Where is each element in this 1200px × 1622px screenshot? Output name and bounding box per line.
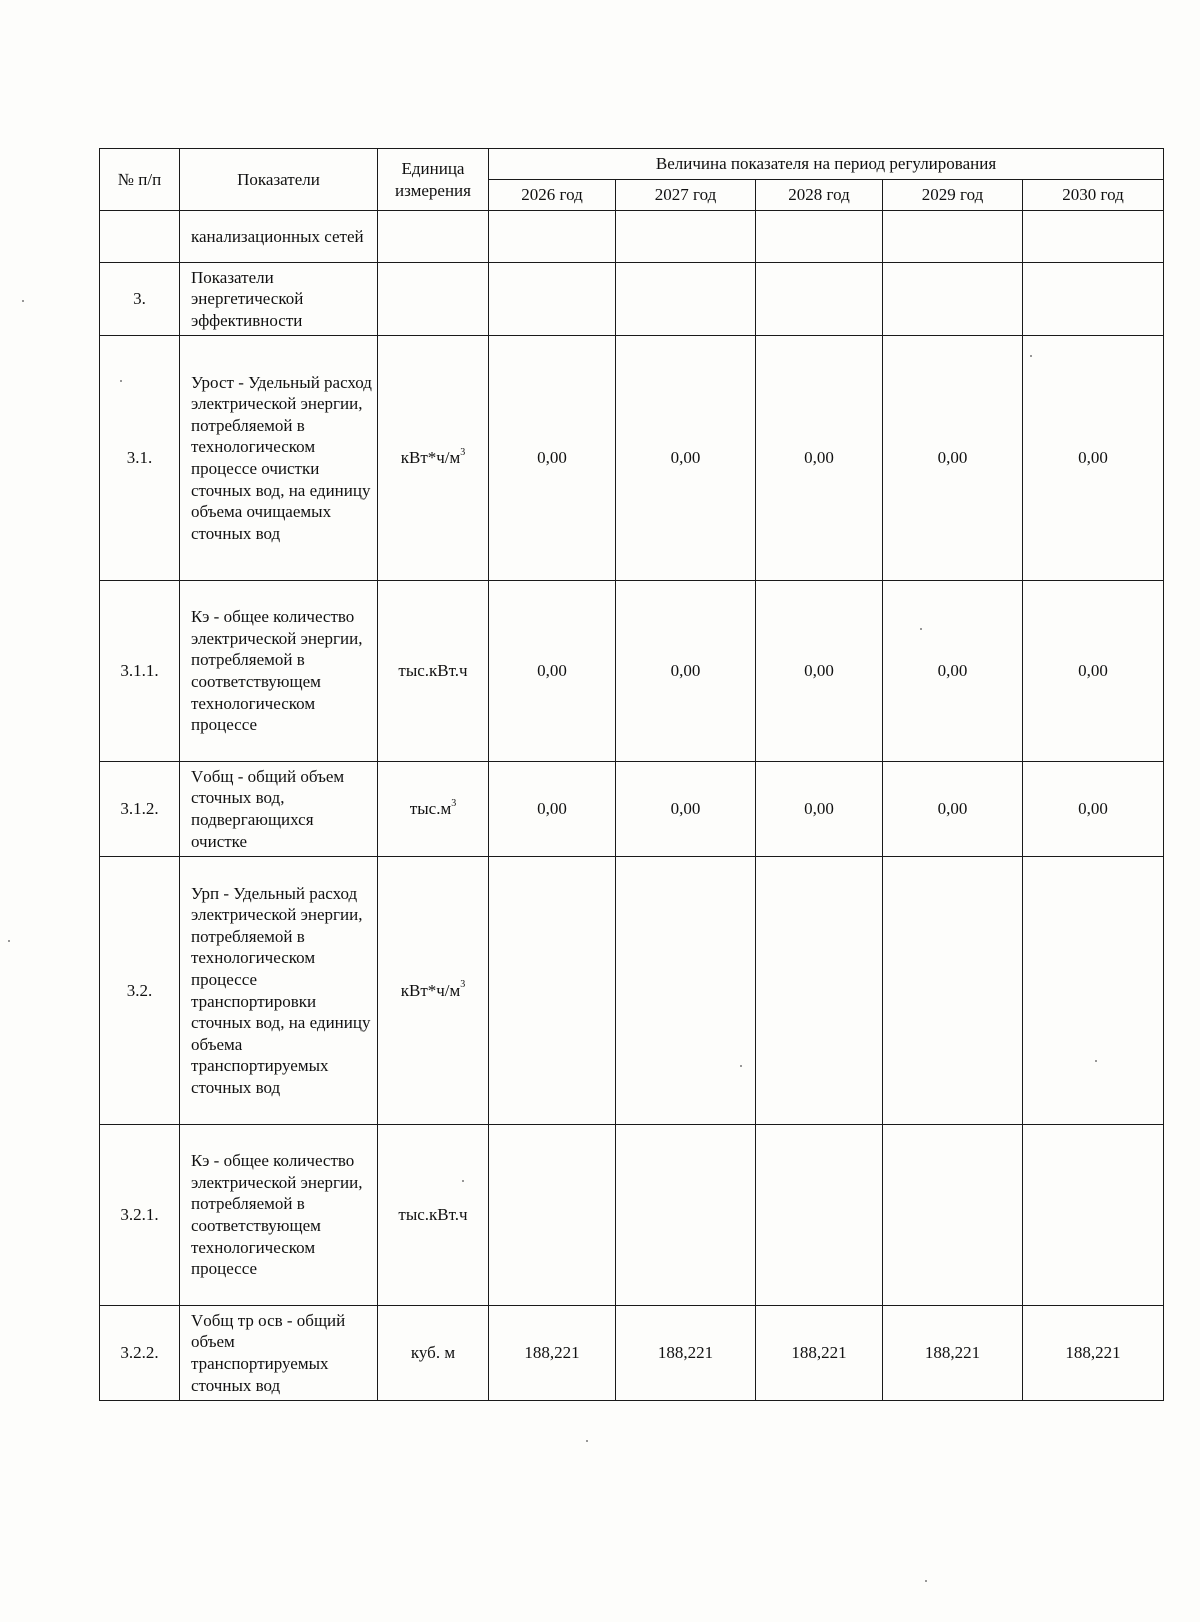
row-number: 3.2.2. [100, 1306, 180, 1401]
row-indicator: Vобщ - общий объем сточных вод, подвергающихся очистке [180, 762, 378, 857]
row-unit [378, 1306, 489, 1401]
row-value [616, 857, 756, 1125]
table-row [100, 211, 1164, 263]
row-indicator: Показатели энергетической эффективности [180, 263, 378, 336]
row-value: 0,00 [616, 581, 756, 762]
row-value: 188,221 [489, 1306, 616, 1401]
row-number: 3.1.2. [100, 762, 180, 857]
row-indicator: Кэ - общее количество электрической энергии, потребляемой в соответствующем технологическом процессе [180, 581, 378, 762]
unit-text: кВт*ч/м [400, 980, 461, 1000]
row-value [883, 211, 1023, 263]
row-value [756, 1125, 883, 1306]
row-number: 3.2.1. [100, 1125, 180, 1306]
row-unit [378, 762, 489, 857]
row-value [1023, 857, 1164, 1125]
table-row [100, 1125, 1164, 1306]
row-value: 0,00 [489, 762, 616, 857]
row-value: 0,00 [1023, 581, 1164, 762]
table-row [100, 581, 1164, 762]
row-number [100, 211, 180, 263]
scan-speck [8, 940, 10, 942]
row-value [616, 211, 756, 263]
row-value: 0,00 [883, 762, 1023, 857]
unit-text: тыс.м [409, 799, 452, 819]
row-value [489, 211, 616, 263]
header-year: 2030 год [1023, 180, 1164, 211]
header-num: № п/п [100, 149, 180, 211]
row-value: 0,00 [489, 336, 616, 581]
row-number: 3.1. [100, 336, 180, 581]
row-value [883, 857, 1023, 1125]
row-value: 0,00 [883, 336, 1023, 581]
unit-superscript: 3 [460, 446, 466, 458]
row-value: 0,00 [756, 336, 883, 581]
header-indicator: Показатели [180, 149, 378, 211]
row-unit [378, 581, 489, 762]
table-row [100, 336, 1164, 581]
row-value [883, 1125, 1023, 1306]
row-value [756, 263, 883, 336]
unit-text: кВт*ч/м [400, 448, 461, 468]
row-unit [378, 1125, 489, 1306]
row-unit [378, 211, 489, 263]
row-value: 0,00 [756, 581, 883, 762]
row-number: 3.1.1. [100, 581, 180, 762]
unit-text: куб. м [410, 1343, 456, 1363]
indicators-table [99, 148, 1164, 1401]
table-row [100, 857, 1164, 1125]
row-value: 0,00 [883, 581, 1023, 762]
row-value [489, 1125, 616, 1306]
row-indicator: Урп - Удельный расход электрической энергии, потребляемой в технологическом процессе транспортировки сточных вод, на единицу объема транспортируемых сточных вод [180, 857, 378, 1125]
row-value [616, 1125, 756, 1306]
row-value: 0,00 [756, 762, 883, 857]
header-unit: Единица измерения [378, 149, 489, 211]
unit-text: тыс.кВт.ч [398, 1205, 468, 1225]
row-value [1023, 263, 1164, 336]
row-value: 188,221 [1023, 1306, 1164, 1401]
row-value [1023, 1125, 1164, 1306]
row-value: 188,221 [883, 1306, 1023, 1401]
row-value [756, 857, 883, 1125]
row-value: 0,00 [489, 581, 616, 762]
header-year: 2029 год [883, 180, 1023, 211]
row-number: 3.2. [100, 857, 180, 1125]
row-value [616, 263, 756, 336]
row-indicator: канализационных сетей [180, 211, 378, 263]
unit-superscript: 3 [451, 797, 457, 809]
row-value: 188,221 [756, 1306, 883, 1401]
scan-speck [925, 1580, 927, 1582]
scan-speck [22, 300, 24, 302]
row-value [489, 857, 616, 1125]
header-year: 2027 год [616, 180, 756, 211]
table-row [100, 762, 1164, 857]
row-indicator: Урост - Удельный расход электрической энергии, потребляемой в технологическом процессе очистки сточных вод, на единицу объема очищаемых сточных вод [180, 336, 378, 581]
row-value: 0,00 [1023, 336, 1164, 581]
row-number: 3. [100, 263, 180, 336]
header-year: 2026 год [489, 180, 616, 211]
header-period: Величина показателя на период регулирования [489, 149, 1164, 180]
row-indicator: Кэ - общее количество электрической энергии, потребляемой в соответствующем технологическом процессе [180, 1125, 378, 1306]
row-indicator: Vобщ тр осв - общий объем транспортируемых сточных вод [180, 1306, 378, 1401]
row-value: 0,00 [616, 336, 756, 581]
table-row [100, 1306, 1164, 1401]
row-value [883, 263, 1023, 336]
row-unit [378, 336, 489, 581]
scan-speck [586, 1440, 588, 1442]
table-row [100, 263, 1164, 336]
row-value: 0,00 [1023, 762, 1164, 857]
row-value [756, 211, 883, 263]
row-value: 0,00 [616, 762, 756, 857]
row-unit [378, 263, 489, 336]
header-year: 2028 год [756, 180, 883, 211]
unit-superscript: 3 [460, 979, 466, 991]
unit-text: тыс.кВт.ч [398, 661, 468, 681]
row-unit [378, 857, 489, 1125]
row-value [489, 263, 616, 336]
row-value [1023, 211, 1164, 263]
row-value: 188,221 [616, 1306, 756, 1401]
